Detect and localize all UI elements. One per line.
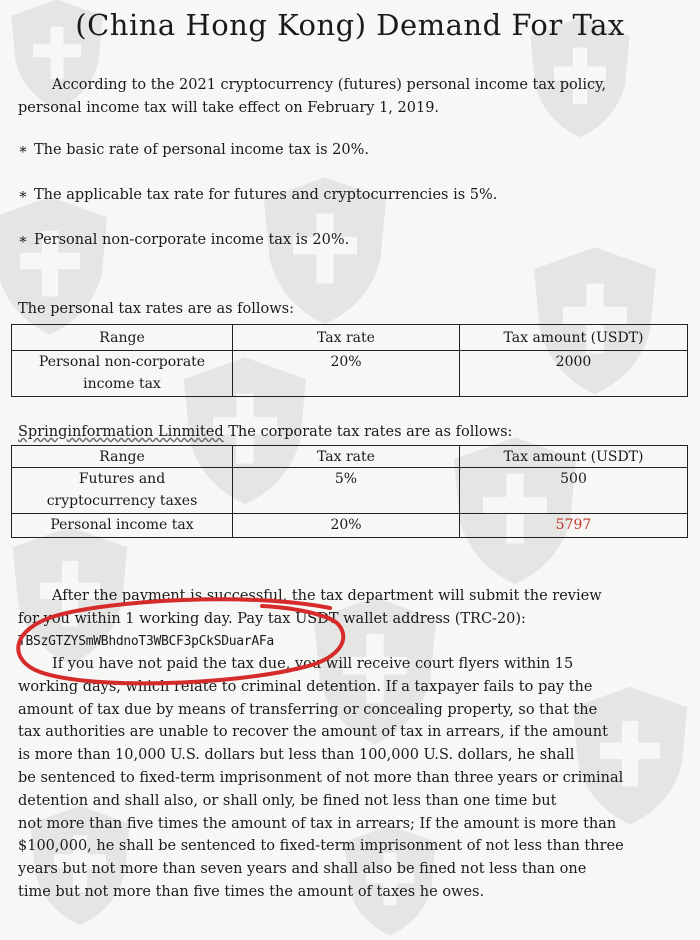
- table-cell-amount: 2000: [460, 351, 688, 397]
- text-line: not more than five times the amount of tax in arrears; If the amount is more than: [18, 815, 617, 832]
- table-header-row: [12, 325, 688, 351]
- text-line: tax authorities are unable to recover the amount of tax in arrears, if the amount: [18, 724, 608, 741]
- table-cell-amount: 5797: [460, 514, 688, 538]
- text-line: years but not more than seven years and shall also be fined not less than one: [18, 861, 587, 878]
- wallet-address[interactable]: TBSzGTZYSmWBhdnoT3WBCF3pCkSDuarAFa: [18, 633, 274, 649]
- page-title: (China Hong Kong) Demand For Tax: [75, 8, 625, 42]
- table-header-cell: Tax amount (USDT): [460, 325, 688, 351]
- bullet-item: ∗ The applicable tax rate for futures and cryptocurrencies is 5%.: [18, 187, 498, 203]
- text-line: If you have not paid the tax due, you will receive court flyers within 15: [52, 656, 574, 672]
- table-cell-range: Personal income tax: [12, 514, 233, 538]
- text-line: $100,000, he shall be sentenced to fixed-term imprisonment of not less than three: [18, 838, 624, 855]
- table-cell-range: Futures and cryptocurrency taxes: [12, 468, 233, 514]
- bullet-item: ∗ The basic rate of personal income tax is 20%.: [18, 142, 369, 158]
- table-cell-rate: 5%: [233, 468, 460, 514]
- table-header-cell: Range: [12, 325, 233, 351]
- intro-line: personal income tax will take effect on February 1, 2019.: [18, 100, 440, 116]
- intro-line: According to the 2021 cryptocurrency (futures) personal income tax policy,: [52, 77, 607, 93]
- text-line: for you within 1 working day. Pay tax USDT wallet address (TRC-20):: [18, 610, 526, 627]
- payment-paragraph: [18, 585, 688, 653]
- personal-tax-heading: The personal tax rates are as follows:: [18, 301, 294, 317]
- table-header-row: [12, 446, 688, 468]
- shield-watermark-icon: [0, 190, 120, 340]
- table-row: [12, 514, 688, 538]
- corporate-tax-heading: Springinformation Linmited The corporate tax rates are as follows:: [18, 424, 513, 440]
- table-header-cell: Tax rate: [233, 446, 460, 468]
- table-cell-rate: 20%: [233, 514, 460, 538]
- text-line: time but not more than five times the amount of taxes he owes.: [18, 883, 485, 900]
- asterisk-bullet-icon: ∗: [18, 187, 28, 203]
- intro-paragraph: [18, 74, 686, 120]
- table-row: [12, 468, 688, 514]
- table-cell-amount: 500: [460, 468, 688, 514]
- text-line: detention and shall also, or shall only, be fined not less than one time but: [18, 792, 557, 809]
- company-name: Springinformation Linmited: [18, 424, 224, 440]
- personal-tax-table: [11, 324, 688, 397]
- table-header-cell: Tax amount (USDT): [460, 446, 688, 468]
- table-header-cell: Tax rate: [233, 325, 460, 351]
- table-cell-rate: 20%: [233, 351, 460, 397]
- warning-paragraph: [18, 653, 688, 904]
- asterisk-bullet-icon: ∗: [18, 232, 28, 248]
- table-header-cell: Range: [12, 446, 233, 468]
- text-line: After the payment is successful, the tax department will submit the review: [52, 588, 602, 604]
- table-cell-range: Personal non-corporate income tax: [12, 351, 233, 397]
- text-line: be sentenced to fixed-term imprisonment of not more than three years or criminal: [18, 769, 624, 786]
- bullet-item: ∗ Personal non-corporate income tax is 20%.: [18, 232, 350, 248]
- asterisk-bullet-icon: ∗: [18, 142, 28, 158]
- text-line: working days, which relate to criminal detention. If a taxpayer fails to pay the: [18, 678, 593, 695]
- text-line: is more than 10,000 U.S. dollars but less than 100,000 U.S. dollars, he shall: [18, 747, 575, 764]
- table-row: [12, 351, 688, 397]
- corporate-tax-table: [11, 445, 688, 538]
- text-line: amount of tax due by means of transferring or concealing property, so that the: [18, 701, 598, 718]
